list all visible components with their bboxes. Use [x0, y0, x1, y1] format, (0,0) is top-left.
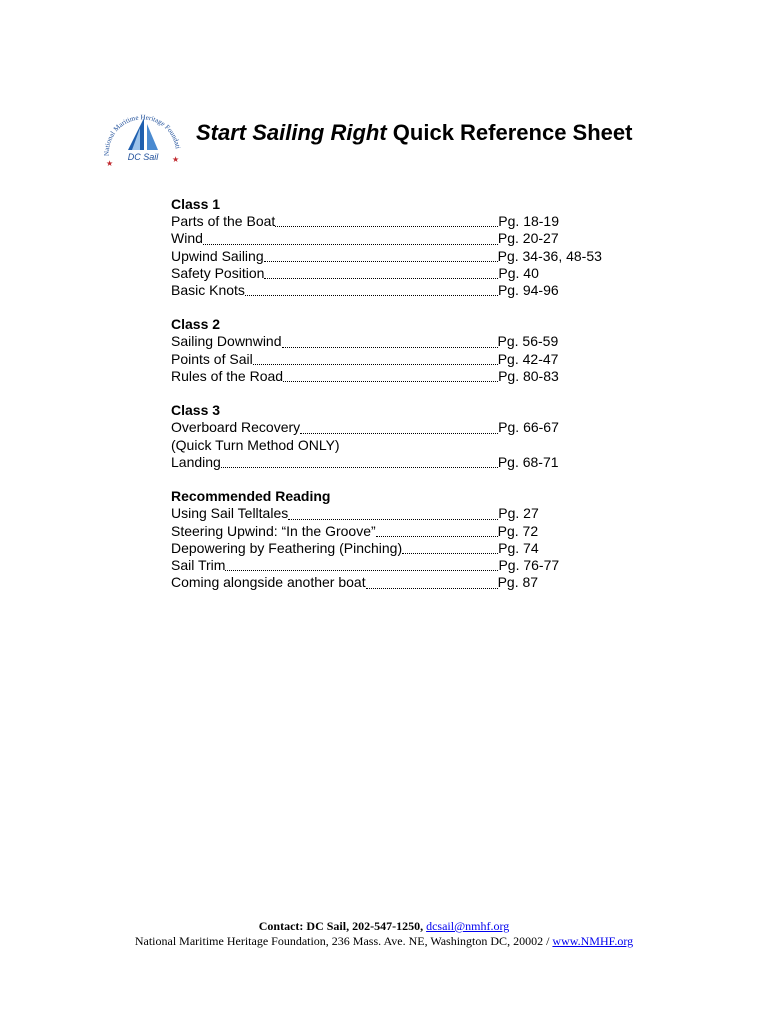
item-label: Overboard Recovery [171, 419, 301, 436]
section-heading: Class 1 [171, 196, 221, 212]
logo-arc-text: National Maritime Heritage Foundati [102, 113, 182, 157]
dot-leader [288, 518, 498, 520]
item-label: Parts of the Boat [171, 213, 276, 229]
item-label: Sail Trim [171, 557, 226, 574]
email-link[interactable]: dcsail@nmhf.org [426, 919, 510, 933]
dot-leader [225, 569, 498, 571]
section-heading: Class 2 [171, 316, 221, 333]
logo-brand-text: DC Sail [127, 152, 159, 162]
item-label: Coming alongside another boat [171, 574, 366, 591]
list-item [171, 282, 631, 299]
dot-leader [221, 466, 498, 468]
dot-leader [253, 363, 498, 365]
list-item [171, 557, 631, 574]
list-item [171, 574, 631, 591]
dc-sail-logo [100, 100, 186, 174]
reference-list [171, 196, 631, 609]
page-ref: Pg. 20-27 [497, 230, 559, 247]
footer [0, 919, 768, 949]
dot-leader [245, 294, 498, 296]
item-label: Safety Position [171, 264, 265, 281]
dot-leader [366, 587, 498, 589]
page-ref: Pg. 94-96 [497, 282, 559, 299]
section [171, 196, 631, 299]
dot-leader [282, 346, 498, 348]
item-label: Upwind Sailing [171, 247, 264, 264]
dot-leader [264, 260, 498, 262]
page-ref: Pg. 76-77 [498, 557, 560, 574]
page-ref: Pg. 27 [498, 505, 539, 522]
dot-leader [300, 432, 498, 434]
list-item [171, 333, 631, 350]
item-label: Depowering by Feathering (Pinching) [171, 539, 403, 556]
page-ref: Pg. 40 [498, 264, 539, 281]
dot-leader [376, 535, 498, 537]
dot-leader [203, 243, 498, 245]
page-ref: Pg. 87 [497, 574, 539, 591]
page-ref: Pg. 34-36, 48-53 [497, 247, 602, 264]
item-label: Points of Sail [171, 350, 253, 367]
list-item [171, 248, 631, 265]
page-ref: Pg. 68-71 [497, 453, 559, 470]
dot-leader [283, 380, 498, 382]
item-label: Landing [171, 453, 221, 470]
page-ref: Pg. 18-19 [498, 213, 560, 229]
list-item [171, 505, 631, 522]
page-ref: Pg. 66-67 [498, 419, 559, 436]
item-label: Using Sail Telltales [171, 505, 289, 522]
dot-leader [402, 552, 498, 554]
page-ref: Pg. 56-59 [497, 333, 559, 350]
item-label: Rules of the Road [171, 368, 284, 385]
footer-contact [0, 919, 768, 934]
row-note: (Quick Turn Method ONLY) [171, 436, 340, 453]
section [171, 316, 631, 385]
contact-text: Contact: DC Sail, 202-547-1250, [258, 919, 427, 933]
list-item [171, 454, 631, 471]
address-text: National Maritime Heritage Foundation, 236 Mass. Ave. NE, Washington DC, 20002 / [134, 934, 553, 948]
footer-address [0, 934, 768, 949]
page-ref: Pg. 74 [498, 539, 539, 556]
list-item [171, 540, 631, 557]
website-link[interactable]: www.NMHF.org [552, 934, 634, 948]
item-label: Basic Knots [171, 282, 245, 299]
list-item [171, 368, 631, 385]
list-item [171, 265, 631, 282]
list-item [171, 230, 631, 247]
page-ref: Pg. 72 [497, 522, 539, 539]
list-item [171, 419, 631, 436]
dot-leader [264, 277, 498, 279]
dot-leader [275, 225, 498, 227]
page-ref: Pg. 42-47 [497, 350, 559, 367]
section [171, 488, 631, 591]
section-heading: Recommended Reading [171, 488, 331, 505]
list-item [171, 213, 631, 230]
item-label: Sailing Downwind [171, 333, 282, 350]
item-label: Wind [171, 230, 203, 247]
title-italic: Start Sailing Right [196, 120, 387, 145]
section-heading: Class 3 [171, 402, 221, 419]
page-ref: Pg. 80-83 [498, 368, 559, 385]
title-rest: Quick Reference Sheet [386, 120, 633, 145]
list-item [171, 351, 631, 368]
list-item [171, 523, 631, 540]
star-icon: ★ [172, 155, 180, 164]
star-icon: ★ [106, 159, 114, 168]
page-title [196, 120, 632, 146]
jib-icon [147, 124, 158, 150]
section [171, 402, 631, 471]
item-label: Steering Upwind: “In the Groove” [171, 522, 376, 539]
